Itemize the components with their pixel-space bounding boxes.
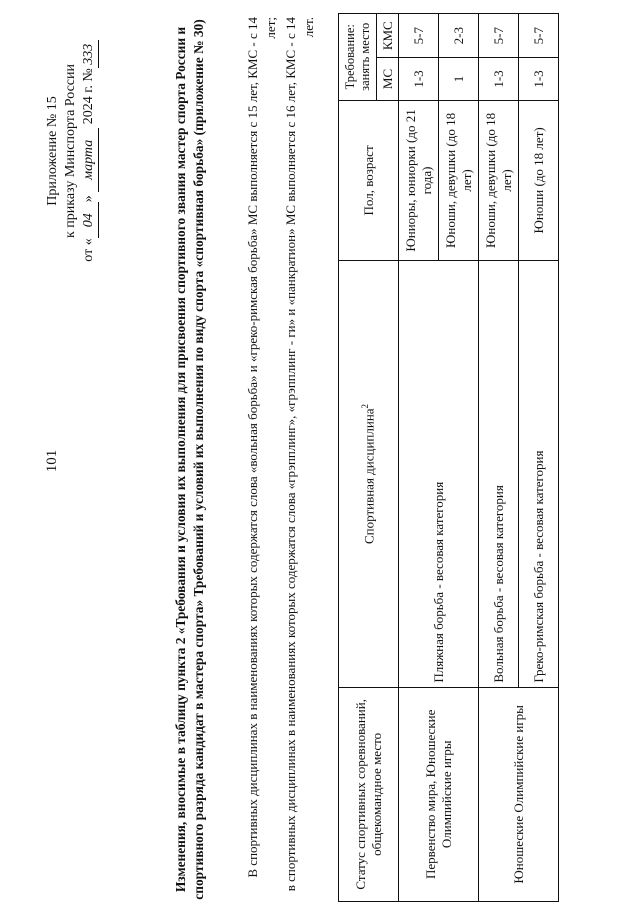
cell-discipline: Вольная борьба - весовая категория [479, 261, 519, 687]
cell-discipline: Греко-римская борьба - весовая категория [519, 261, 559, 687]
header-status: Статус спортивных соревнований, общекомандное место [339, 687, 399, 901]
cell-gender-age: Юниоры, юниорки (до 21 года) [399, 100, 439, 261]
appendix-date: от «04» марта 2024 г. №333 [80, 20, 99, 282]
table-row [399, 14, 439, 902]
cell-kms: 5-7 [519, 14, 559, 58]
cell-gender-age: Юноши (до 18 лет) [519, 100, 559, 261]
cell-gender-age: Юноши, девушки (до 18 лет) [439, 100, 479, 261]
cell-kms: 5-7 [479, 14, 519, 58]
table-row [479, 14, 519, 902]
cell-ms: 1-3 [479, 58, 519, 100]
header-ms: МС [377, 58, 399, 100]
cell-status: Юношеские Олимпийские игры [479, 687, 559, 901]
cell-discipline: Пляжная борьба - весовая категория [399, 261, 479, 687]
paragraph-1: В спортивных дисциплинах в наименованиях которых содержатся слова «вольная борьба» и «греко-римская борьба» МС выполняется с 15 лет, КМС - с 14 лет; [245, 17, 278, 878]
cell-kms: 2-3 [439, 14, 479, 58]
cell-ms: 1 [439, 58, 479, 100]
header-discipline: Спортивная дисциплина$^2$ [339, 261, 399, 687]
cell-gender-age: Юноши, девушки (до 18 лет) [479, 100, 519, 261]
appendix-header [44, 20, 99, 282]
order-number: 333 [80, 40, 99, 68]
cell-kms: 5-7 [399, 14, 439, 58]
date-day: 04 [80, 202, 99, 238]
document-title: Изменения, вносимые в таблицу пункта 2 «Требования и условия их выполнения для присвоения спортивного звания мастер спорта России и спортивного разряда кандидат в мастера спорта» Требований и условий их выполнения по виду спорта «спортивная борьба» (приложение № 30) [173, 19, 206, 900]
paragraph-2: в спортивных дисциплинах в наименованиях которых содержатся слова «грэпплинг», «грэпплинг - ги» и «панкратион» МС выполняется с 16 лет, КМС - с 14 лет. [283, 17, 316, 892]
appendix-order: к приказу Минспорта России [63, 64, 78, 238]
header-requirement: Требование: занять место [339, 14, 377, 101]
header-kms: КМС [377, 14, 399, 58]
page-number: 101 [44, 449, 60, 473]
header-gender-age: Пол, возраст [339, 100, 399, 261]
requirements-table [338, 13, 559, 902]
date-month: марта [80, 128, 99, 192]
cell-ms: 1-3 [399, 58, 439, 100]
appendix-number: Приложение № 15 [45, 96, 60, 206]
cell-ms: 1-3 [519, 58, 559, 100]
cell-status: Первенство мира, Юношеские Олимпийские игры [399, 687, 479, 901]
